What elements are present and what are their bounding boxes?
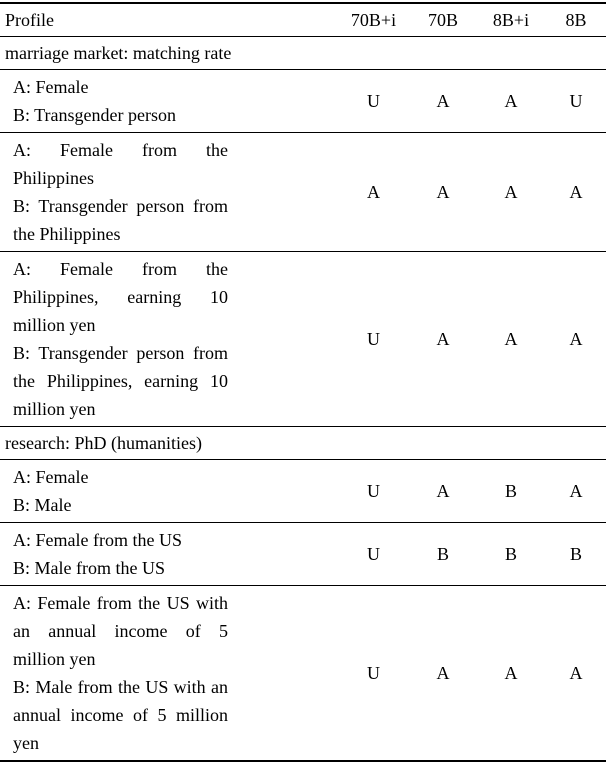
result-cell: A	[436, 481, 450, 501]
result-cell: A	[569, 182, 583, 202]
result-cell: A	[367, 182, 380, 202]
result-cell: A	[569, 329, 583, 349]
profile-cell	[0, 523, 337, 586]
result-cell: U	[367, 481, 380, 501]
profile-line-a: A: Female	[13, 467, 89, 487]
column-header-70b: 70B	[427, 10, 458, 30]
profile-line-b: B: Transgender person	[13, 105, 176, 125]
results-table	[0, 2, 606, 762]
table-row	[0, 586, 606, 762]
profile-line-b: B: Male from the US with an annual income of 5 million yen	[13, 677, 228, 753]
result-cell: A	[504, 91, 518, 111]
profile-line-b: B: Transgender person from the Philippines, earning 10 million yen	[13, 343, 228, 419]
column-header-8b-i: 8B+i	[492, 10, 530, 30]
table-row	[0, 252, 606, 427]
section-title: research: PhD (humanities)	[5, 433, 202, 453]
result-cell: A	[569, 663, 583, 683]
profile-line-b: B: Transgender person from the Philippines	[13, 196, 228, 244]
section-title: marriage market: matching rate	[5, 43, 232, 63]
profile-line-a: A: Female from the US	[13, 530, 182, 550]
profile-cell	[0, 460, 337, 523]
profile-cell	[0, 586, 337, 762]
result-cell: B	[569, 544, 582, 564]
profile-line-a: A: Female from the US with an annual income of 5 million yen	[13, 593, 228, 669]
column-header-profile: Profile	[5, 10, 54, 30]
table-row	[0, 460, 606, 523]
result-cell: A	[436, 182, 450, 202]
result-cell: U	[367, 544, 380, 564]
result-cell: A	[504, 182, 518, 202]
section-header-row	[0, 37, 606, 70]
table-header-row	[0, 3, 606, 37]
table-row	[0, 523, 606, 586]
column-header-70b-i: 70B+i	[350, 10, 397, 30]
profile-cell	[0, 133, 337, 252]
table-row	[0, 133, 606, 252]
profile-cell	[0, 252, 337, 427]
profile-line-a: A: Female from the Philippines, earning 10 million yen	[13, 259, 228, 335]
result-cell: B	[504, 481, 517, 501]
result-cell: A	[436, 91, 450, 111]
result-cell: U	[569, 91, 583, 111]
column-header-8b: 8B	[565, 10, 587, 30]
result-cell: B	[504, 544, 517, 564]
result-cell: A	[436, 663, 450, 683]
result-cell: U	[367, 663, 380, 683]
result-cell: U	[367, 329, 380, 349]
profile-line-b: B: Male	[13, 495, 72, 515]
result-cell: A	[504, 329, 518, 349]
result-cell: A	[436, 329, 450, 349]
profile-line-a: A: Female from the Philippines	[13, 140, 228, 188]
profile-line-a: A: Female	[13, 77, 89, 97]
result-cell: A	[504, 663, 518, 683]
table-row	[0, 70, 606, 133]
profile-line-b: B: Male from the US	[13, 558, 165, 578]
result-cell: B	[436, 544, 449, 564]
section-header-row	[0, 427, 606, 460]
result-cell: A	[569, 481, 583, 501]
profile-cell	[0, 70, 337, 133]
result-cell: U	[367, 91, 380, 111]
